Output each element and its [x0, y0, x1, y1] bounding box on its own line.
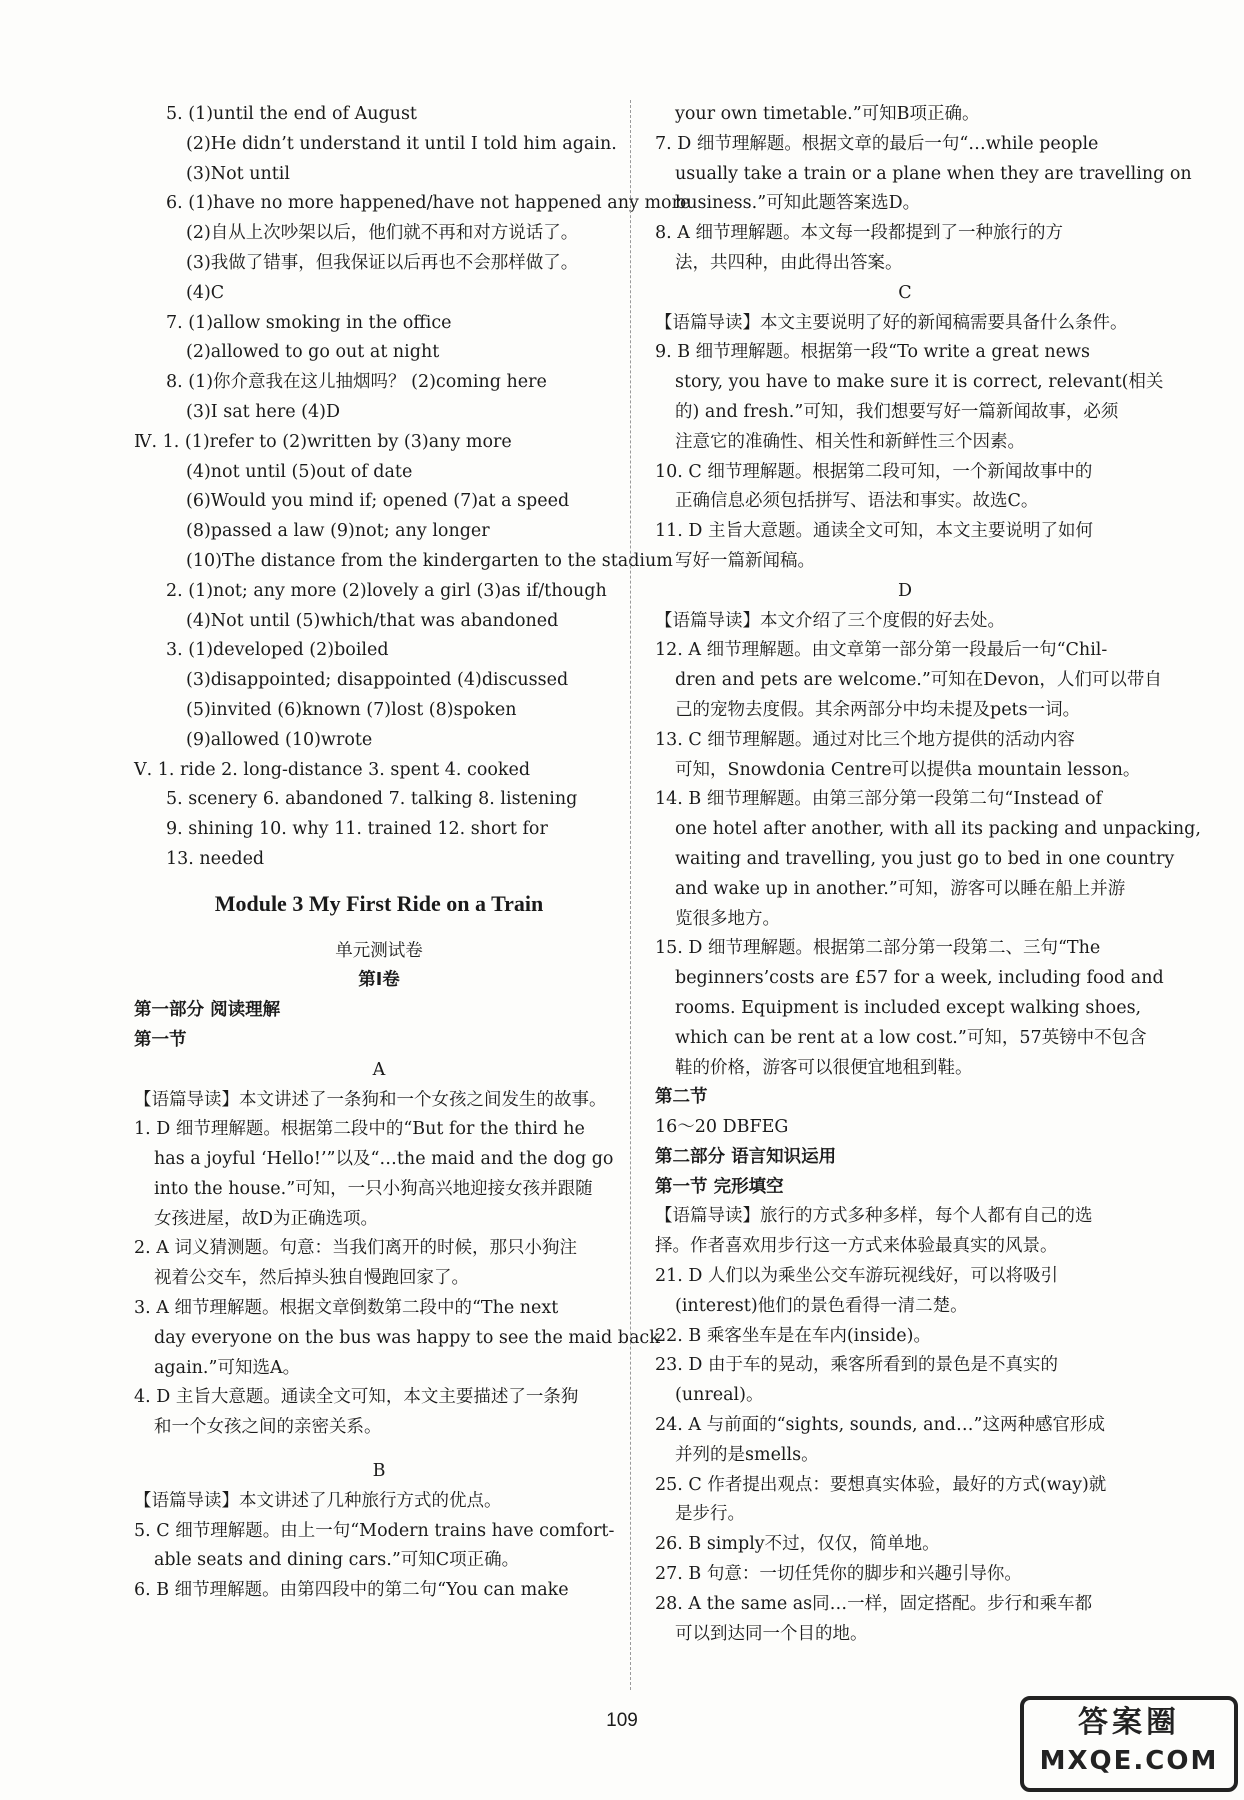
- left-column-line: 2. (1)not; any more (2)lovely a girl (3)as if/though: [166, 580, 607, 601]
- right-column-line: 7. D 细节理解题。根据文章的最后一句“…while people: [655, 133, 1099, 154]
- left-column-line: (4)not until (5)out of date: [186, 461, 413, 482]
- right-column: [655, 100, 1201, 1649]
- left-column-line: (3)我做了错事，但我保证以后再也不会那样做了。: [186, 252, 579, 273]
- right-column-line: 15. D 细节理解题。根据第二部分第一段第二、三句“The: [655, 938, 1101, 959]
- right-column-line: 写好一篇新闻稿。: [675, 550, 815, 571]
- left-column-line: into the house.”可知，一只小狗高兴地迎接女孩并跟随: [154, 1178, 593, 1199]
- left-column-line: 9. shining 10. why 11. trained 12. short for: [166, 819, 548, 840]
- left-column-line: 第Ⅰ卷: [358, 970, 400, 991]
- left-column-line: 5. (1)until the end of August: [166, 104, 417, 124]
- right-column-line: your own timetable.”可知B项正确。: [675, 104, 980, 124]
- right-column-line: 并列的是smells。: [675, 1444, 819, 1465]
- right-column-line: 23. D 由于车的晃动，乘客所看到的景色是不真实的: [655, 1355, 1058, 1376]
- left-column-line: A: [372, 1059, 386, 1080]
- right-column-line: (unreal)。: [675, 1385, 764, 1406]
- right-column-line: dren and pets are welcome.”可知在Devon，人们可以带自: [675, 670, 1162, 691]
- left-column-line: 1. D 细节理解题。根据第二段中的“But for the third he: [134, 1119, 585, 1140]
- left-column-line: 和一个女孩之间的亲密关系。: [154, 1417, 382, 1438]
- left-column-line: [134, 1443, 624, 1457]
- right-column-line: 己的宠物去度假。其余两部分中均未提及pets一词。: [675, 699, 1081, 720]
- left-column-line: 6. B 细节理解题。由第四段中的第二句“You can make: [134, 1580, 569, 1601]
- left-column-line: 2. A 词义猜测题。句意：当我们离开的时候，那只小狗注: [134, 1238, 577, 1259]
- right-column-line: 21. D 人们以为乘坐公交车游玩视线好，可以将吸引: [655, 1266, 1058, 1287]
- right-column-line: 13. C 细节理解题。通过对比三个地方提供的活动内容: [655, 729, 1075, 750]
- left-column-line: 3. (1)developed (2)boiled: [166, 640, 389, 661]
- left-column-line: (8)passed a law (9)not; any longer: [186, 521, 490, 542]
- right-column-line: 第一节 完形填空: [655, 1176, 784, 1197]
- right-column-line: 25. C 作者提出观点：要想真实体验，最好的方式(way)就: [655, 1474, 1107, 1495]
- page-number: 109: [606, 1710, 638, 1731]
- left-column-line: (3)disappointed; disappointed (4)discussed: [186, 670, 569, 691]
- right-column-line: 【语篇导读】本文介绍了三个度假的好去处。: [655, 610, 1005, 631]
- left-column-line: (5)invited (6)known (7)lost (8)spoken: [186, 699, 517, 720]
- right-column-line: 览很多地方。: [675, 908, 780, 929]
- left-column-line: (3)I sat here (4)D: [186, 401, 341, 422]
- right-column-line: 【语篇导读】旅行的方式多种多样，每个人都有自己的选: [655, 1206, 1093, 1227]
- left-column-line: (6)Would you mind if; opened (7)at a speed: [186, 491, 570, 512]
- right-column-line: 鞋的价格，游客可以很便宜地租到鞋。: [675, 1057, 973, 1078]
- left-column-line: (2)allowed to go out at night: [186, 342, 440, 363]
- right-column-line: (interest)他们的景色看得一清二楚。: [675, 1295, 968, 1316]
- right-column-line: 8. A 细节理解题。本文每一段都提到了一种旅行的方: [655, 223, 1063, 244]
- left-column-line: (10)The distance from the kindergarten to the stadium: [186, 550, 673, 571]
- left-column-line: 8. (1)你介意我在这儿抽烟吗？ (2)coming here: [166, 372, 547, 393]
- left-column-line: Ⅳ. 1. (1)refer to (2)written by (3)any more: [134, 431, 512, 452]
- right-column-line: 24. A 与前面的“sights, sounds, and…”这两种感官形成: [655, 1415, 1105, 1436]
- left-column-line: 第一部分 阅读理解: [134, 1000, 281, 1021]
- right-column-line: beginners’costs are £57 for a week, including food and: [675, 968, 1164, 989]
- right-column-line: 11. D 主旨大意题。通读全文可知，本文主要说明了如何: [655, 521, 1093, 542]
- right-column-line: 第二节: [655, 1087, 708, 1108]
- right-column-line: usually take a train or a plane when they are travelling on: [675, 163, 1192, 184]
- left-column-line: 【语篇导读】本文讲述了一条狗和一个女孩之间发生的故事。: [134, 1089, 607, 1110]
- left-column-line: again.”可知选A。: [154, 1357, 301, 1378]
- right-column-line: 26. B simply不过，仅仅，简单地。: [655, 1534, 940, 1555]
- right-column-line: story, you have to make sure it is correct, relevant(相关: [675, 372, 1164, 393]
- right-column-line: 注意它的准确性、相关性和新鲜性三个因素。: [675, 431, 1025, 452]
- watermark-bottom: MXQE.COM: [1039, 1746, 1219, 1776]
- right-column-line: 正确信息必须包括拼写、语法和事实。故选C。: [675, 491, 1039, 512]
- right-column-line: and wake up in another.”可知，游客可以睡在船上并游: [675, 878, 1126, 899]
- right-column-line: 9. B 细节理解题。根据第一段“To write a great news: [655, 342, 1090, 363]
- left-column-line: (3)Not until: [186, 163, 291, 184]
- left-column-line: B: [372, 1461, 386, 1482]
- right-column-line: D: [897, 580, 913, 601]
- left-column-line: 7. (1)allow smoking in the office: [166, 312, 452, 333]
- right-column-line: 12. A 细节理解题。由文章第一部分第一段最后一句“Chil-: [655, 640, 1108, 661]
- left-column-line: (4)C: [186, 282, 225, 303]
- right-column-line: 的) and fresh.”可知，我们想要写好一篇新闻故事，必须: [675, 401, 1119, 422]
- right-column-line: 可知，Snowdonia Centre可以提供a mountain lesson。: [675, 759, 1141, 780]
- left-column-line: 4. D 主旨大意题。通读全文可知，本文主要描述了一条狗: [134, 1387, 579, 1408]
- left-column-line: day everyone on the bus was happy to see the maid back: [154, 1327, 660, 1348]
- left-column-line: 第一节: [134, 1029, 187, 1050]
- right-column-line: 14. B 细节理解题。由第三部分第一段第二句“Instead of: [655, 789, 1103, 810]
- right-column-line: which can be rent at a low cost.”可知，57英镑中不包含: [675, 1027, 1147, 1048]
- left-column-line: (2)He didn’t understand it until I told him again.: [186, 133, 617, 154]
- left-column-line: Module 3 My First Ride on a Train: [214, 890, 544, 916]
- left-column-line: 13. needed: [166, 848, 265, 869]
- watermark-logo: [1020, 1696, 1238, 1792]
- column-divider: [630, 100, 631, 1690]
- left-column-line: 单元测试卷: [335, 940, 423, 961]
- right-column-line: 【语篇导读】本文主要说明了好的新闻稿需要具备什么条件。: [655, 312, 1128, 333]
- right-column-line: 可以到达同一个目的地。: [675, 1623, 868, 1644]
- right-column-line: 10. C 细节理解题。根据第二段可知，一个新闻故事中的: [655, 461, 1093, 482]
- right-column-line: rooms. Equipment is included except walking shoes,: [675, 997, 1142, 1018]
- right-column-line: 16～20 DBFEG: [655, 1117, 789, 1138]
- left-column-line: 6. (1)have no more happened/have not happened any more: [166, 193, 691, 214]
- left-column-line: (9)allowed (10)wrote: [186, 729, 373, 750]
- right-column-line: 法，共四种，由此得出答案。: [675, 252, 903, 273]
- right-column-line: business.”可知此题答案选D。: [675, 193, 921, 214]
- left-column-line: 女孩进屋，故D为正确选项。: [154, 1208, 379, 1229]
- right-column-line: 28. A the same as同…一样，固定搭配。步行和乘车都: [655, 1593, 1093, 1614]
- left-column-line: able seats and dining cars.”可知C项正确。: [154, 1550, 520, 1571]
- left-column-line: 视着公交车，然后掉头独自慢跑回家了。: [154, 1268, 469, 1289]
- left-column-line: has a joyful ‘Hello!’”以及“…the maid and the dog go: [154, 1149, 614, 1170]
- watermark-top: 答案圈: [1078, 1705, 1180, 1740]
- right-column-line: waiting and travelling, you just go to bed in one country: [675, 848, 1175, 869]
- right-column-line: 择。作者喜欢用步行这一方式来体验最真实的风景。: [655, 1236, 1058, 1257]
- right-column-line: 22. B 乘客坐车是在车内(inside)。: [655, 1325, 931, 1346]
- left-column-line: (4)Not until (5)which/that was abandoned: [186, 610, 559, 631]
- left-column-line: 【语篇导读】本文讲述了几种旅行方式的优点。: [134, 1490, 502, 1511]
- right-column-line: C: [898, 282, 912, 303]
- right-column-line: 27. B 句意：一切任凭你的脚步和兴趣引导你。: [655, 1564, 1022, 1585]
- right-column-line: one hotel after another, with all its packing and unpacking,: [675, 819, 1201, 840]
- left-column-line: (2)自从上次吵架以后，他们就不再和对方说话了。: [186, 223, 579, 244]
- right-column-line: 第二部分 语言知识运用: [655, 1146, 837, 1167]
- left-column-line: 3. A 细节理解题。根据文章倒数第二段中的“The next: [134, 1298, 559, 1319]
- right-column-line: 是步行。: [675, 1504, 745, 1525]
- left-column-line: 5. C 细节理解题。由上一句“Modern trains have comfort-: [134, 1520, 615, 1541]
- left-column-line: Ⅴ. 1. ride 2. long-distance 3. spent 4. cooked: [134, 759, 531, 780]
- left-column-line: 5. scenery 6. abandoned 7. talking 8. listening: [166, 789, 578, 810]
